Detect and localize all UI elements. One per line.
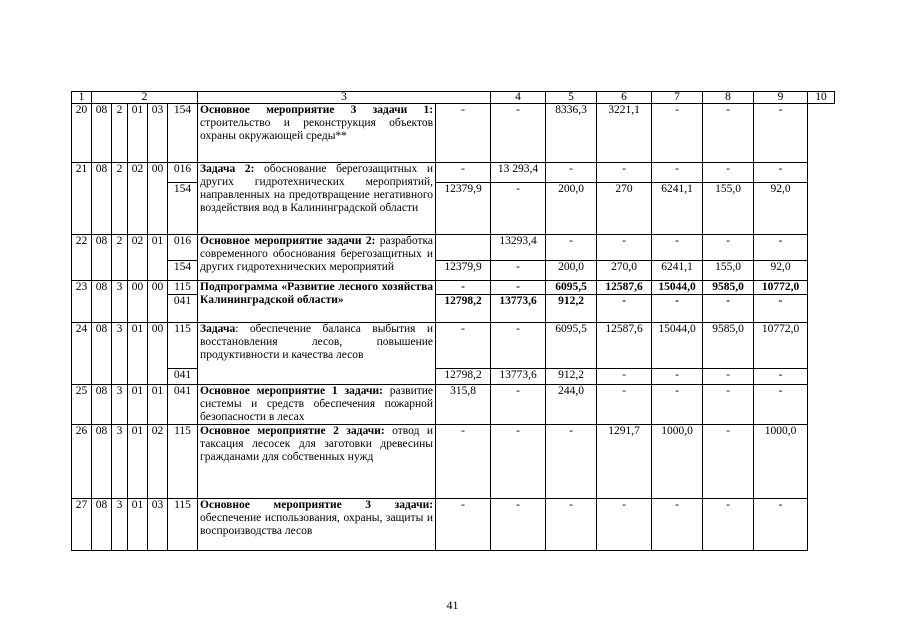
budget-code: 041 bbox=[168, 369, 198, 385]
value-cell: 9585,0 bbox=[703, 323, 754, 369]
value-cell: 9585,0 bbox=[703, 281, 754, 295]
table-row bbox=[72, 499, 835, 551]
header-cell: 1 bbox=[72, 92, 92, 104]
value-cell: - bbox=[546, 163, 597, 183]
value-cell: - bbox=[703, 425, 754, 499]
value-cell: - bbox=[546, 499, 597, 551]
budget-code: 041 bbox=[168, 385, 198, 425]
activity-description bbox=[198, 104, 436, 163]
activity-description bbox=[198, 281, 436, 323]
header-cell: 5 bbox=[546, 92, 597, 104]
activity-description bbox=[198, 323, 436, 385]
code-col-1: 08 bbox=[92, 499, 112, 551]
value-cell: - bbox=[652, 104, 703, 163]
code-col-4: 00 bbox=[148, 323, 168, 385]
activity-title-rest: строительство и реконструкция объектов охраны окружающей среды** bbox=[200, 117, 434, 142]
value-cell: 200,0 bbox=[546, 183, 597, 235]
budget-code: 115 bbox=[168, 425, 198, 499]
value-cell: - bbox=[754, 163, 808, 183]
table-row bbox=[72, 183, 835, 235]
value-cell: - bbox=[436, 163, 491, 183]
table-row bbox=[72, 323, 835, 369]
code-col-2: 2 bbox=[112, 235, 128, 281]
activity-title-rest: : обеспечение баланса выбытия и восстановления лесов, повышение продуктивности и качества лесов bbox=[200, 323, 434, 361]
code-col-2: 3 bbox=[112, 385, 128, 425]
code-col-4: 01 bbox=[148, 235, 168, 281]
activity-title-rest: отвод и таксация лесосек для заготовки древесины гражданами для собственных нужд bbox=[200, 425, 434, 463]
table-row bbox=[72, 235, 835, 261]
value-cell: 12379,9 bbox=[436, 261, 491, 281]
value-cell: 6241,1 bbox=[652, 261, 703, 281]
value-cell: 6095,5 bbox=[546, 281, 597, 295]
value-cell: 12587,6 bbox=[597, 323, 652, 369]
value-cell: - bbox=[491, 261, 546, 281]
activity-title-bold: Основное мероприятие задачи 2: bbox=[200, 235, 376, 247]
budget-code: 154 bbox=[168, 261, 198, 281]
value-cell: - bbox=[491, 281, 546, 295]
value-cell: - bbox=[703, 163, 754, 183]
code-col-3: 01 bbox=[128, 425, 148, 499]
activity-title-bold: Подпрограмма «Развитие лесного хозяйства Калининградской области» bbox=[200, 281, 434, 306]
activity-description bbox=[198, 235, 436, 281]
code-col-2: 3 bbox=[112, 323, 128, 385]
value-cell: 155,0 bbox=[703, 261, 754, 281]
value-cell: 12379,9 bbox=[436, 183, 491, 235]
value-cell: 155,0 bbox=[703, 183, 754, 235]
value-cell: 315,8 bbox=[436, 385, 491, 425]
activity-title-rest: обеспечение использования, охраны, защиты и воспроизводства лесов bbox=[200, 512, 434, 537]
code-col-2: 2 bbox=[112, 104, 128, 163]
header-cell: 4 bbox=[491, 92, 546, 104]
value-cell: - bbox=[491, 425, 546, 499]
value-cell: - bbox=[652, 385, 703, 425]
budget-table bbox=[71, 91, 835, 551]
row-number: 20 bbox=[72, 104, 92, 163]
code-col-3: 00 bbox=[128, 281, 148, 323]
code-col-3: 01 bbox=[128, 323, 148, 385]
value-cell: - bbox=[491, 323, 546, 369]
activity-title-rest: развитие системы и средств обеспечения пожарной безопасности в лесах bbox=[200, 385, 434, 423]
value-cell: - bbox=[491, 183, 546, 235]
header-cell: 6 bbox=[597, 92, 652, 104]
page-number: 41 bbox=[446, 598, 459, 612]
value-cell: 12587,6 bbox=[597, 281, 652, 295]
code-col-4: 03 bbox=[148, 104, 168, 163]
value-cell: - bbox=[597, 295, 652, 323]
value-cell: - bbox=[436, 281, 491, 295]
code-col-3: 02 bbox=[128, 163, 148, 235]
value-cell: - bbox=[703, 104, 754, 163]
value-cell: 244,0 bbox=[546, 385, 597, 425]
value-cell: - bbox=[703, 385, 754, 425]
header-row bbox=[72, 92, 835, 104]
value-cell: 15044,0 bbox=[652, 281, 703, 295]
value-cell: 6241,1 bbox=[652, 183, 703, 235]
activity-description bbox=[198, 385, 436, 425]
value-cell: 6095,5 bbox=[546, 323, 597, 369]
budget-code: 041 bbox=[168, 295, 198, 323]
header-cell: 10 bbox=[808, 92, 835, 104]
code-col-4: 00 bbox=[148, 281, 168, 323]
code-col-3: 01 bbox=[128, 104, 148, 163]
value-cell: - bbox=[436, 104, 491, 163]
value-cell: 3221,1 bbox=[597, 104, 652, 163]
value-cell: 13773,6 bbox=[491, 369, 546, 385]
value-cell: - bbox=[754, 235, 808, 261]
budget-code: 115 bbox=[168, 281, 198, 295]
value-cell: - bbox=[652, 369, 703, 385]
table-row bbox=[72, 281, 835, 295]
table-row bbox=[72, 163, 835, 183]
value-cell: 1000,0 bbox=[754, 425, 808, 499]
code-col-2: 3 bbox=[112, 425, 128, 499]
value-cell: - bbox=[436, 499, 491, 551]
activity-title-bold: Основное мероприятие 2 задачи: bbox=[200, 425, 385, 437]
code-col-2: 3 bbox=[112, 281, 128, 323]
value-cell: - bbox=[652, 235, 703, 261]
code-col-1: 08 bbox=[92, 235, 112, 281]
value-cell: 200,0 bbox=[546, 261, 597, 281]
value-cell: - bbox=[754, 295, 808, 323]
value-cell: 270,0 bbox=[597, 261, 652, 281]
value-cell: - bbox=[491, 499, 546, 551]
code-col-4: 03 bbox=[148, 499, 168, 551]
value-cell: - bbox=[703, 499, 754, 551]
row-number: 22 bbox=[72, 235, 92, 281]
value-cell: 92,0 bbox=[754, 261, 808, 281]
value-cell: 12798,2 bbox=[436, 295, 491, 323]
code-col-3: 01 bbox=[128, 385, 148, 425]
value-cell: - bbox=[652, 499, 703, 551]
value-cell: 912,2 bbox=[546, 295, 597, 323]
activity-description bbox=[198, 425, 436, 499]
activity-title-bold: Основное мероприятие 3 задачи: bbox=[200, 499, 434, 511]
code-col-3: 01 bbox=[128, 499, 148, 551]
code-col-4: 01 bbox=[148, 385, 168, 425]
value-cell: - bbox=[754, 104, 808, 163]
activity-title-bold: Основное мероприятие 3 задачи 1: bbox=[200, 104, 434, 116]
value-cell: - bbox=[491, 104, 546, 163]
value-cell: - bbox=[703, 369, 754, 385]
value-cell: - bbox=[436, 425, 491, 499]
activity-title-bold: Основное мероприятие 1 задачи: bbox=[200, 385, 383, 397]
header-cell: 8 bbox=[703, 92, 754, 104]
budget-code: 016 bbox=[168, 163, 198, 183]
code-col-4: 02 bbox=[148, 425, 168, 499]
budget-code: 115 bbox=[168, 499, 198, 551]
activity-title-bold: Задача 2: bbox=[200, 163, 255, 175]
value-cell: 92,0 bbox=[754, 183, 808, 235]
value-cell: - bbox=[754, 499, 808, 551]
value-cell: - bbox=[436, 323, 491, 369]
code-col-3: 02 bbox=[128, 235, 148, 281]
value-cell: - bbox=[597, 369, 652, 385]
budget-code: 016 bbox=[168, 235, 198, 261]
code-col-2: 2 bbox=[112, 163, 128, 235]
value-cell: - bbox=[546, 425, 597, 499]
table-row bbox=[72, 295, 835, 323]
code-col-1: 08 bbox=[92, 104, 112, 163]
value-cell: - bbox=[652, 295, 703, 323]
row-number: 26 bbox=[72, 425, 92, 499]
code-col-2: 3 bbox=[112, 499, 128, 551]
table-row bbox=[72, 261, 835, 281]
value-cell: 10772,0 bbox=[754, 281, 808, 295]
budget-code: 154 bbox=[168, 104, 198, 163]
code-col-4: 00 bbox=[148, 163, 168, 235]
header-cell: 2 bbox=[92, 92, 198, 104]
value-cell: 270 bbox=[597, 183, 652, 235]
row-number: 21 bbox=[72, 163, 92, 235]
value-cell: - bbox=[597, 499, 652, 551]
header-cell: 7 bbox=[652, 92, 703, 104]
activity-title-rest: разработка современного обоснования берегозащитных и других гидротехнических мероприятий bbox=[200, 235, 434, 273]
value-cell: - bbox=[597, 163, 652, 183]
value-cell: - bbox=[703, 295, 754, 323]
activity-title-bold: Задача bbox=[200, 323, 236, 335]
value-cell: 912,2 bbox=[546, 369, 597, 385]
table-row bbox=[72, 369, 835, 385]
value-cell: - bbox=[491, 385, 546, 425]
activity-description bbox=[198, 163, 436, 235]
row-number: 24 bbox=[72, 323, 92, 385]
value-cell: 13773,6 bbox=[491, 295, 546, 323]
value-cell: - bbox=[703, 235, 754, 261]
value-cell: 8336,3 bbox=[546, 104, 597, 163]
value-cell: - bbox=[597, 235, 652, 261]
value-cell: - bbox=[754, 369, 808, 385]
table-row bbox=[72, 104, 835, 163]
activity-title-rest: обоснование берегозащитных и других гидротехнических мероприятий, направленных на предотвращение негативного воздействия вод в Калининградской области bbox=[200, 163, 434, 214]
value-cell: 10772,0 bbox=[754, 323, 808, 369]
budget-code: 154 bbox=[168, 183, 198, 235]
code-col-1: 08 bbox=[92, 281, 112, 323]
value-cell: - bbox=[546, 235, 597, 261]
value-cell: 15044,0 bbox=[652, 323, 703, 369]
value-cell: - bbox=[754, 385, 808, 425]
table-row bbox=[72, 425, 835, 499]
value-cell: 1291,7 bbox=[597, 425, 652, 499]
value-cell: 13293,4 bbox=[491, 235, 546, 261]
row-number: 27 bbox=[72, 499, 92, 551]
row-number: 25 bbox=[72, 385, 92, 425]
value-cell: - bbox=[652, 163, 703, 183]
budget-code: 115 bbox=[168, 323, 198, 369]
header-cell: 3 bbox=[198, 92, 491, 104]
table-row bbox=[72, 385, 835, 425]
value-cell: 1000,0 bbox=[652, 425, 703, 499]
header-cell: 9 bbox=[754, 92, 808, 104]
code-col-1: 08 bbox=[92, 425, 112, 499]
row-number: 23 bbox=[72, 281, 92, 323]
value-cell bbox=[436, 235, 491, 261]
activity-description bbox=[198, 499, 436, 551]
value-cell: 13 293,4 bbox=[491, 163, 546, 183]
code-col-1: 08 bbox=[92, 163, 112, 235]
value-cell: 12798,2 bbox=[436, 369, 491, 385]
code-col-1: 08 bbox=[92, 385, 112, 425]
code-col-1: 08 bbox=[92, 323, 112, 385]
value-cell: - bbox=[597, 385, 652, 425]
